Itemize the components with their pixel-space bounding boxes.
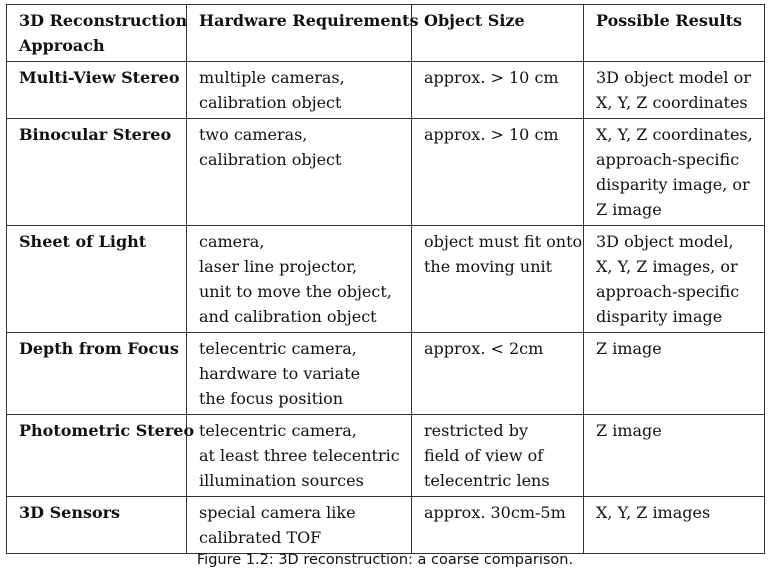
- results-line: approach-specific: [596, 282, 740, 301]
- header-line: Hardware Requirements: [199, 11, 419, 30]
- hardware-cell: [187, 497, 412, 554]
- header-line: 3D Reconstruction: [19, 11, 188, 30]
- approach-cell: [7, 62, 187, 119]
- results-line: approach-specific: [596, 150, 740, 169]
- results-cell: [584, 415, 765, 497]
- hardware-line: hardware to variate: [199, 364, 361, 383]
- results-cell: [584, 333, 765, 415]
- figure-caption: Figure 1.2: 3D reconstruction: a coarse comparison.: [196, 552, 574, 568]
- hardware-cell: [187, 333, 412, 415]
- hardware-cell: [187, 226, 412, 333]
- approach-name: Binocular Stereo: [19, 125, 172, 144]
- size-line: object must fit onto: [424, 232, 583, 251]
- results-line: Z image: [596, 339, 662, 358]
- header-line: Possible Results: [596, 11, 742, 30]
- approach-name: Multi-View Stereo: [19, 68, 180, 87]
- table-row: [7, 497, 765, 554]
- table-row: [7, 62, 765, 119]
- results-line: disparity image: [596, 307, 723, 326]
- hardware-line: calibration object: [199, 150, 342, 169]
- results-line: 3D object model or: [596, 68, 751, 87]
- hardware-line: telecentric camera,: [199, 339, 357, 358]
- size-line: approx. 30cm-5m: [424, 503, 566, 522]
- size-cell: [412, 226, 584, 333]
- hardware-line: two cameras,: [199, 125, 308, 144]
- approach-cell: [7, 415, 195, 497]
- size-cell: [412, 62, 584, 119]
- approach-cell: [7, 119, 187, 226]
- hardware-line: the focus position: [199, 389, 344, 408]
- size-cell: [412, 415, 584, 497]
- results-line: Z image: [596, 421, 662, 440]
- results-line: X, Y, Z coordinates,: [596, 125, 753, 144]
- hardware-line: calibrated TOF: [199, 528, 322, 547]
- hardware-line: camera,: [199, 232, 265, 251]
- hardware-line: special camera like: [199, 503, 356, 522]
- header-hardware: [187, 5, 419, 62]
- table-row: [7, 415, 765, 497]
- size-line: approx. > 10 cm: [424, 125, 559, 144]
- hardware-line: and calibration object: [199, 307, 377, 326]
- results-cell: [584, 62, 765, 119]
- size-line: telecentric lens: [424, 471, 550, 490]
- approach-cell: [7, 333, 187, 415]
- hardware-line: unit to move the object,: [199, 282, 392, 301]
- size-line: approx. < 2cm: [424, 339, 544, 358]
- header-approach: [7, 5, 187, 62]
- results-line: Z image: [596, 200, 662, 219]
- header-line: Object Size: [424, 11, 525, 30]
- approach-name: Sheet of Light: [19, 232, 147, 251]
- header-line: Approach: [19, 36, 105, 55]
- table-row: [7, 333, 765, 415]
- results-line: disparity image, or: [596, 175, 750, 194]
- results-cell: [584, 119, 765, 226]
- hardware-line: at least three telecentric: [199, 446, 400, 465]
- size-cell: [412, 333, 584, 415]
- comparison-table-wrapper: [6, 4, 764, 554]
- results-line: X, Y, Z coordinates: [596, 93, 748, 112]
- hardware-cell: [187, 62, 412, 119]
- approach-cell: [7, 226, 187, 333]
- header-results: [584, 5, 765, 62]
- results-line: X, Y, Z images, or: [596, 257, 738, 276]
- results-cell: [584, 497, 765, 554]
- size-line: field of view of: [424, 446, 544, 465]
- hardware-line: laser line projector,: [199, 257, 358, 276]
- size-line: the moving unit: [424, 257, 553, 276]
- hardware-line: telecentric camera,: [199, 421, 357, 440]
- header-object-size: [412, 5, 584, 62]
- results-line: 3D object model,: [596, 232, 734, 251]
- size-line: approx. > 10 cm: [424, 68, 559, 87]
- hardware-line: calibration object: [199, 93, 342, 112]
- size-line: restricted by: [424, 421, 528, 440]
- comparison-table: [6, 4, 765, 554]
- approach-cell: [7, 497, 187, 554]
- table-row: [7, 226, 765, 333]
- hardware-line: illumination sources: [199, 471, 364, 490]
- approach-name: Depth from Focus: [19, 339, 179, 358]
- size-cell: [412, 119, 584, 226]
- approach-name: Photometric Stereo: [19, 421, 195, 440]
- hardware-cell: [187, 119, 412, 226]
- table-header-row: [7, 5, 765, 62]
- approach-name: 3D Sensors: [19, 503, 121, 522]
- table-row: [7, 119, 765, 226]
- hardware-line: multiple cameras,: [199, 68, 345, 87]
- results-line: X, Y, Z images: [596, 503, 711, 522]
- size-cell: [412, 497, 584, 554]
- hardware-cell: [187, 415, 412, 497]
- results-cell: [584, 226, 765, 333]
